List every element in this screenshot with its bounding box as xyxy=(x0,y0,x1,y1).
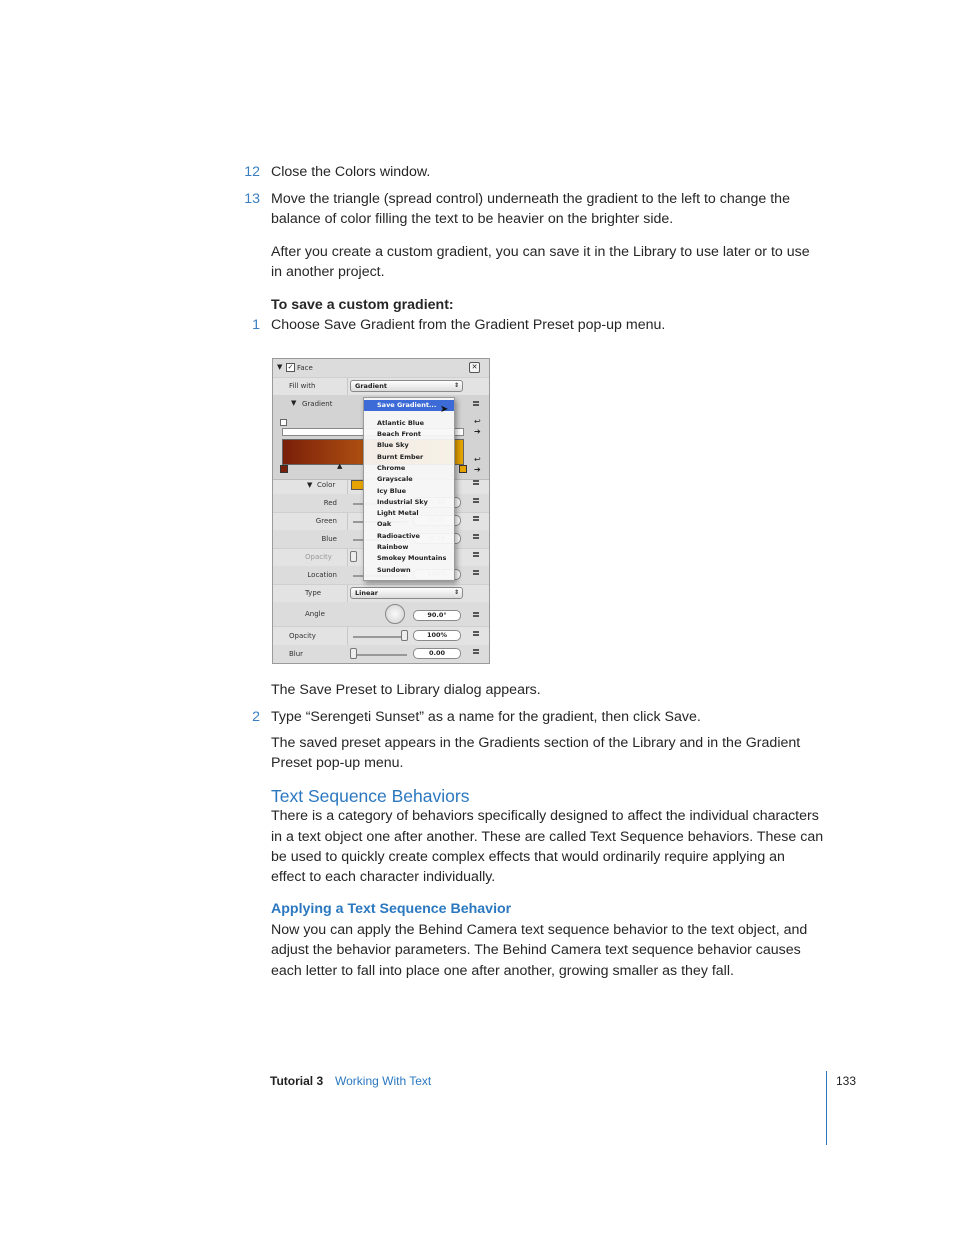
opacity2-stepper[interactable]: 100% xyxy=(413,630,461,641)
checkbox-icon[interactable]: ✓ xyxy=(287,363,294,371)
angle-dial[interactable] xyxy=(385,604,405,624)
menu-item[interactable]: Industrial Sky xyxy=(377,498,428,506)
blur-knob[interactable] xyxy=(350,648,357,659)
animation-menu-icon[interactable] xyxy=(473,480,479,482)
blur-stepper[interactable]: 0.00 xyxy=(413,648,461,659)
animation-menu-icon[interactable] xyxy=(473,516,479,518)
green-label: Green xyxy=(315,517,337,525)
paragraph-line: The saved preset appears in the Gradients section of the Library and in the Gradient xyxy=(271,735,801,751)
right-arrow-icon[interactable]: ➔ xyxy=(474,465,481,474)
paragraph-line: in another project. xyxy=(271,264,385,280)
step-text: Choose Save Gradient from the Gradient Preset pop-up menu. xyxy=(271,317,666,333)
menu-item[interactable]: Oak xyxy=(377,520,392,528)
disclosure-triangle-icon[interactable]: ▼ xyxy=(307,481,313,489)
footer-chapter: Working With Text xyxy=(335,1074,432,1088)
menu-item[interactable]: Light Metal xyxy=(377,509,419,517)
animation-menu-icon[interactable] xyxy=(473,631,479,633)
inspector-screenshot xyxy=(272,358,490,664)
spread-triangle-icon[interactable]: ▲ xyxy=(337,462,343,470)
opacity-label: Opacity xyxy=(305,553,332,561)
reset-button-icon[interactable]: ✕ xyxy=(469,362,480,373)
fill-with-popup[interactable] xyxy=(350,380,463,392)
angle-label: Angle xyxy=(305,610,325,618)
page-number: 133 xyxy=(836,1074,857,1088)
step-text: Close the Colors window. xyxy=(271,164,431,180)
task-heading: To save a custom gradient: xyxy=(271,297,454,313)
blur-label: Blur xyxy=(289,650,304,658)
menu-item[interactable]: Chrome xyxy=(377,464,406,472)
paragraph-line: There is a category of behaviors specifically designed to affect the individual characters xyxy=(271,808,819,824)
subsection-heading: Applying a Text Sequence Behavior xyxy=(271,901,512,917)
paragraph-line: Preset pop-up menu. xyxy=(271,755,404,771)
animation-menu-icon[interactable] xyxy=(473,612,479,614)
opacity2-slider[interactable] xyxy=(353,636,407,638)
opacity2-label: Opacity xyxy=(289,632,316,640)
menu-item[interactable]: Icy Blue xyxy=(377,487,406,495)
type-row xyxy=(273,584,489,603)
gradient-preset-menu[interactable] xyxy=(363,397,455,581)
animation-menu-icon[interactable] xyxy=(473,570,479,572)
menu-item[interactable]: Radioactive xyxy=(377,532,420,540)
animation-menu-icon[interactable] xyxy=(473,498,479,500)
footer-rule xyxy=(826,1071,827,1145)
menu-item[interactable]: Rainbow xyxy=(377,543,409,551)
undo-arrow-icon[interactable]: ↩ xyxy=(474,455,481,464)
location-label: Location xyxy=(307,571,337,579)
updown-arrows-icon: ⇕ xyxy=(453,589,459,596)
step-text-line: Move the triangle (spread control) underneath the gradient to the left to change the xyxy=(271,191,790,207)
menu-item[interactable]: Grayscale xyxy=(377,475,413,483)
blur-row xyxy=(273,645,489,664)
right-arrow-icon[interactable]: ➔ xyxy=(474,427,481,436)
fill-with-value: Gradient xyxy=(355,382,387,390)
menu-item[interactable]: Blue Sky xyxy=(377,441,409,449)
animation-menu-icon[interactable] xyxy=(473,649,479,651)
paragraph-line: effect to each character individually. xyxy=(271,869,496,885)
undo-arrow-icon[interactable]: ↩ xyxy=(474,417,481,426)
paragraph-line: Now you can apply the Behind Camera text sequence behavior to the text object, and xyxy=(271,922,808,938)
fill-with-label: Fill with xyxy=(289,382,316,390)
menu-item[interactable]: Burnt Ember xyxy=(377,453,424,461)
animation-menu-icon[interactable] xyxy=(473,401,479,403)
step-text-line: balance of color filling the text to be heavier on the brighter side. xyxy=(271,211,674,227)
paragraph-line: each letter to fall into place one after another, growing smaller as they fall. xyxy=(271,963,734,979)
disclosure-triangle-icon[interactable]: ▼ xyxy=(291,399,297,407)
type-label: Type xyxy=(305,589,322,597)
paragraph-line: in a text object one after another. These are called Text Sequence behaviors. These can xyxy=(271,829,824,845)
color-label: Color xyxy=(317,481,336,489)
opacity2-row xyxy=(273,627,489,646)
menu-item[interactable]: Sundown xyxy=(377,566,411,574)
white-stop-icon[interactable] xyxy=(280,419,287,426)
type-value: Linear xyxy=(355,589,378,597)
step-number: 12 xyxy=(244,164,260,180)
face-row xyxy=(273,359,489,378)
fill-with-row xyxy=(273,377,489,396)
menu-item[interactable]: Smokey Mountains xyxy=(377,554,447,562)
red-label: Red xyxy=(323,499,337,507)
blue-label: Blue xyxy=(321,535,337,543)
angle-row xyxy=(273,602,489,627)
section-heading: Text Sequence Behaviors xyxy=(271,786,470,806)
menu-item[interactable]: Atlantic Blue xyxy=(377,419,425,427)
dark-stop-icon[interactable] xyxy=(280,465,288,473)
blur-slider[interactable] xyxy=(353,654,407,656)
disclosure-triangle-icon[interactable]: ▼ xyxy=(277,363,283,371)
step-number: 13 xyxy=(244,191,260,207)
light-stop-icon[interactable] xyxy=(459,465,467,473)
step-text: Type “Serengeti Sunset” as a name for the gradient, then click Save. xyxy=(271,709,701,725)
step-number: 2 xyxy=(252,709,260,725)
paragraph-line: adjust the behavior parameters. The Behind Camera text sequence behavior causes xyxy=(271,942,801,958)
opacity-knob[interactable] xyxy=(350,551,357,562)
gradient-label: Gradient xyxy=(302,400,333,408)
updown-arrows-icon: ⇕ xyxy=(453,382,459,389)
animation-menu-icon[interactable] xyxy=(473,552,479,554)
angle-stepper[interactable]: 90.0° xyxy=(413,610,461,621)
face-label: Face xyxy=(297,364,313,372)
opacity2-knob[interactable] xyxy=(401,630,408,641)
paragraph-line: be used to quickly create complex effects that would ordinarily require applying an xyxy=(271,849,785,865)
step-number: 1 xyxy=(252,317,260,333)
paragraph-line: After you create a custom gradient, you can save it in the Library to use later or to use xyxy=(271,244,810,260)
footer-tutorial: Tutorial 3 xyxy=(270,1074,324,1088)
animation-menu-icon[interactable] xyxy=(473,534,479,536)
result-text: The Save Preset to Library dialog appears. xyxy=(271,682,541,698)
menu-item[interactable]: Beach Front xyxy=(377,430,421,438)
menu-item-save-gradient[interactable]: Save Gradient... xyxy=(364,400,454,411)
type-popup[interactable] xyxy=(350,587,463,599)
mouse-pointer-icon: ➤ xyxy=(440,404,449,415)
